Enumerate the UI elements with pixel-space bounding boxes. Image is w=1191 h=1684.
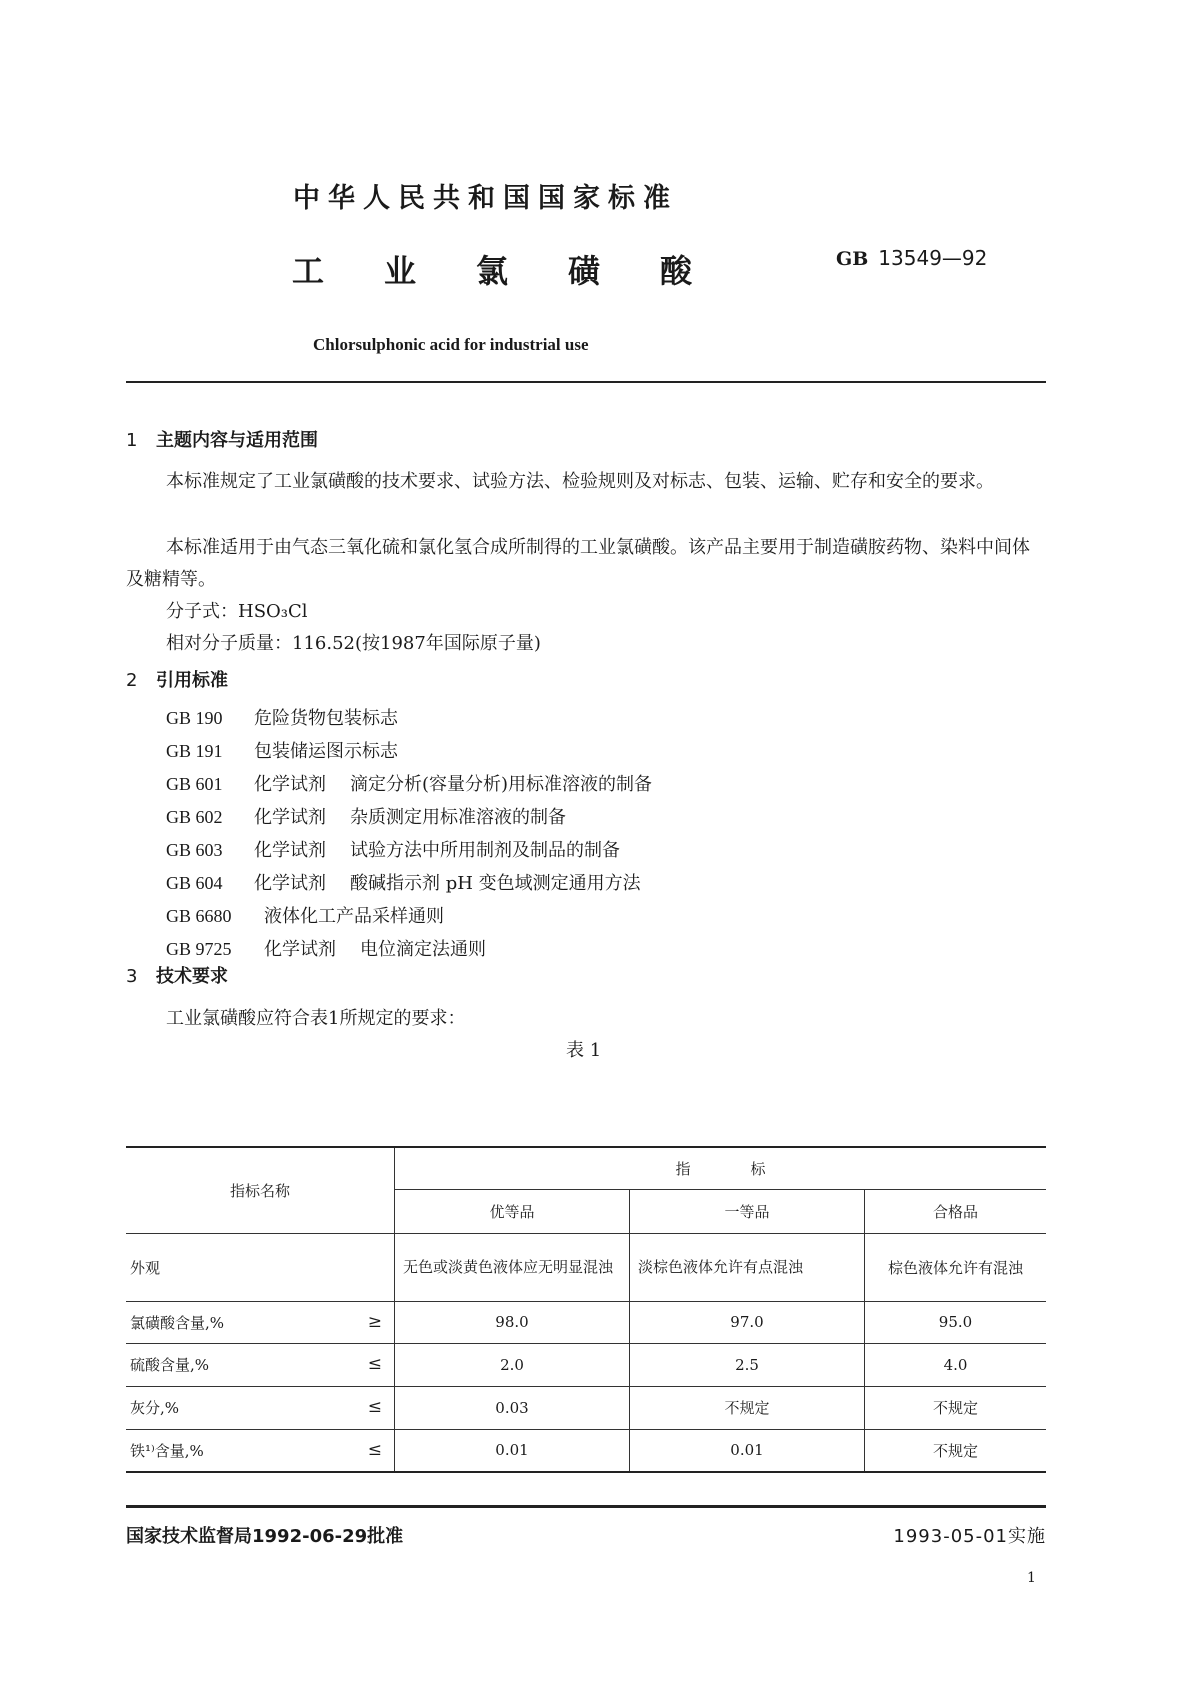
reference-item: GB 601 化学试剂 滴定分析(容量分析)用标准溶液的制备 (166, 774, 653, 795)
reference-item: GB 602 化学试剂 杂质测定用标准溶液的制备 (166, 807, 566, 828)
document-title-cn: 工业氯磺酸 (292, 252, 753, 290)
cell: 淡棕色液体允许有点混浊 (630, 1233, 865, 1301)
approval-date: 国家技术监督局1992-06-29批准 (126, 1526, 404, 1547)
section-2-heading: 2 引用标准 (126, 670, 228, 691)
document-title-en: Chlorsulphonic acid for industrial use (313, 335, 589, 354)
header-indicator-name: 指标名称 (126, 1147, 395, 1233)
cell: 不规定 (630, 1386, 865, 1429)
cell: 0.01 (395, 1429, 630, 1472)
cell: 不规定 (865, 1429, 1047, 1472)
national-standard-heading: 中华人民共和国国家标准 (293, 183, 678, 214)
cell: 不规定 (865, 1386, 1047, 1429)
table-row (126, 1386, 1046, 1429)
reference-item: GB 9725 化学试剂 电位滴定法通则 (166, 939, 486, 960)
row-name: 硫酸含量,% ≤ (126, 1343, 395, 1386)
requirements-table (126, 1146, 1046, 1473)
effective-date: 1993-05-01实施 (893, 1526, 1046, 1547)
section-1-para-2: 本标准适用于由气态三氧化硫和氯化氢合成所制得的工业氯磺酸。该产品主要用于制造磺胺药物、染料中间体及糖精等。 (126, 537, 1030, 590)
page-number: 1 (1027, 1570, 1036, 1586)
table-caption: 表 1 (566, 1040, 602, 1061)
section-1-heading: 1 主题内容与适用范围 (126, 430, 318, 451)
cell: 95.0 (865, 1301, 1047, 1343)
cell: 2.5 (630, 1343, 865, 1386)
header-grade: 一等品 (630, 1189, 865, 1233)
row-name: 铁¹⁾含量,% ≤ (126, 1429, 395, 1472)
molecular-mass: 相对分子质量：116.52(按1987年国际原子量) (166, 633, 541, 654)
cell: 棕色液体允许有混浊 (865, 1233, 1047, 1301)
row-name: 灰分,% ≤ (126, 1386, 395, 1429)
row-name: 氯磺酸含量,% ≥ (126, 1301, 395, 1343)
cell: 2.0 (395, 1343, 630, 1386)
cell: 98.0 (395, 1301, 630, 1343)
cell: 97.0 (630, 1301, 865, 1343)
standard-code (836, 246, 987, 270)
cell: 无色或淡黄色液体应无明显混浊 (395, 1233, 630, 1301)
section-1-para-1: 本标准规定了工业氯磺酸的技术要求、试验方法、检验规则及对标志、包装、运输、贮存和安全的要求。 (166, 471, 994, 492)
header-indicator-group: 指 标 (395, 1147, 1047, 1189)
row-name: 外观 (126, 1233, 395, 1301)
section-3-heading: 3 技术要求 (126, 966, 228, 987)
reference-item: GB 603 化学试剂 试验方法中所用制剂及制品的制备 (166, 840, 620, 861)
header-grade: 合格品 (865, 1189, 1047, 1233)
header-divider (126, 381, 1046, 383)
table-row (126, 1233, 1046, 1301)
footer-divider (126, 1505, 1046, 1508)
reference-list (166, 702, 652, 966)
table-row (126, 1429, 1046, 1472)
reference-item: GB 191 包装储运图示标志 (166, 741, 398, 762)
cell: 0.01 (630, 1429, 865, 1472)
reference-item: GB 604 化学试剂 酸碱指示剂 pH 变色域测定通用方法 (166, 873, 641, 894)
table-row (126, 1343, 1046, 1386)
cell: 0.03 (395, 1386, 630, 1429)
cell: 4.0 (865, 1343, 1047, 1386)
footer (126, 1522, 1046, 1548)
standard-code-number: 13549—92 (878, 246, 988, 270)
section-3-intro: 工业氯磺酸应符合表1所规定的要求： (166, 1008, 466, 1029)
molecular-formula: 分子式：HSO₃Cl (166, 601, 308, 622)
table-row (126, 1301, 1046, 1343)
reference-item: GB 6680 液体化工产品采样通则 (166, 906, 444, 927)
header-grade: 优等品 (395, 1189, 630, 1233)
reference-item: GB 190 危险货物包装标志 (166, 708, 398, 729)
standard-code-prefix: GB (836, 248, 869, 270)
